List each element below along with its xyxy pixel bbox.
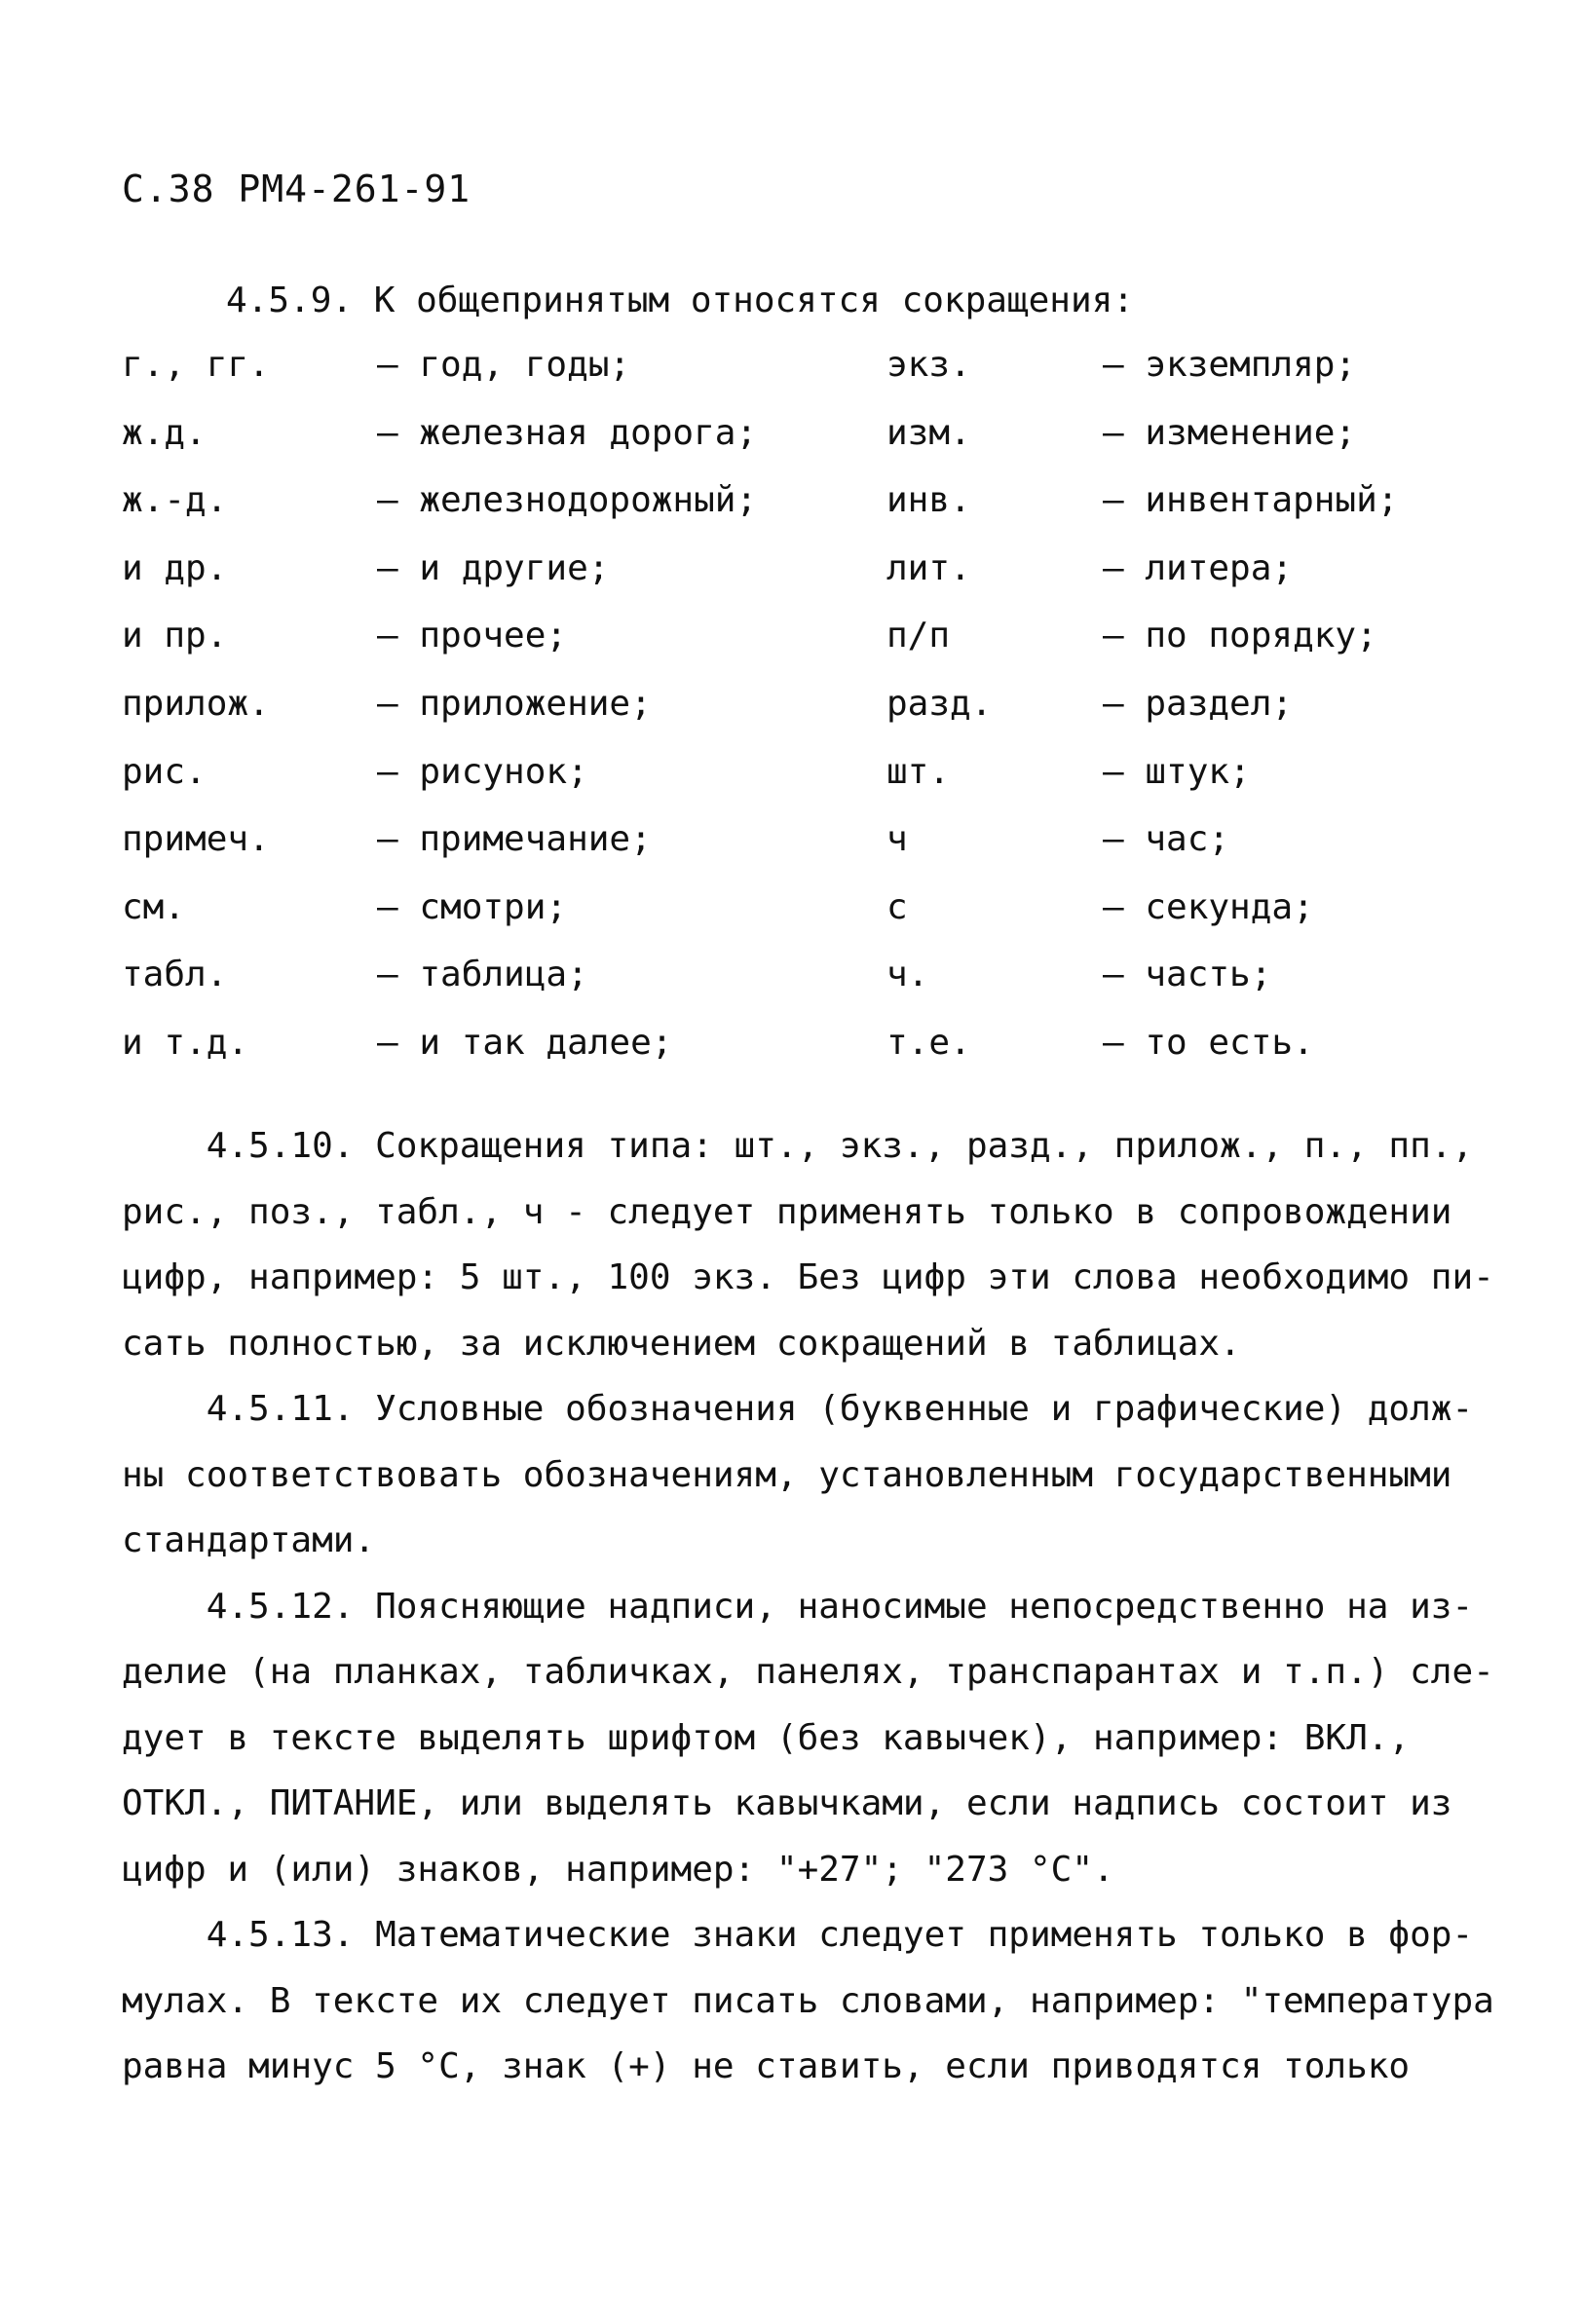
paragraph-4-5-12 xyxy=(122,1574,1494,1903)
abbreviation-meaning: – прочее; xyxy=(377,616,568,656)
abbreviation: ч. xyxy=(886,955,929,995)
abbreviation: шт. xyxy=(886,751,951,792)
text-line: 4.5.13. Математические знаки следует применять только в фор- xyxy=(122,1915,1474,1955)
page-header: С.38 РМ4-261-91 xyxy=(122,168,471,210)
section-intro: 4.5.9. К общепринятым относятся сокращения: xyxy=(226,281,1134,320)
paragraph-4-5-11 xyxy=(122,1376,1481,1574)
abbreviation: инв. xyxy=(886,480,971,521)
paragraph-4-5-13 xyxy=(122,1902,1494,2100)
abbreviation: разд. xyxy=(886,683,993,724)
abbreviation: т.е. xyxy=(886,1022,971,1063)
text-line: рис., поз., табл., ч - следует применять только в сопровождении xyxy=(122,1191,1452,1232)
abbreviation-meaning: – раздел; xyxy=(1103,683,1294,724)
abbreviation-meaning: – час; xyxy=(1103,819,1230,860)
abbreviation-meaning: – год, годы; xyxy=(377,345,631,385)
text-line: цифр, например: 5 шт., 100 экз. Без цифр эти слова необходимо пи- xyxy=(122,1257,1494,1297)
abbreviation: см. xyxy=(122,886,186,927)
abbreviation-meaning: – часть; xyxy=(1103,955,1272,995)
abbreviation-meaning: – смотри; xyxy=(377,886,568,927)
body-text xyxy=(122,1113,1494,2100)
abbreviation: ж.-д. xyxy=(122,480,228,521)
abbreviation: и др. xyxy=(122,547,228,588)
abbreviation-meaning: – то есть. xyxy=(1103,1022,1314,1063)
abbreviation: экз. xyxy=(886,345,971,385)
text-line: цифр и (или) знаков, например: "+27"; "273 °С". xyxy=(122,1849,1114,1890)
text-line: ны соответствовать обозначениям, установленным государственными xyxy=(122,1454,1452,1495)
abbreviation-meaning: – инвентарный; xyxy=(1103,480,1399,521)
abbreviation-meaning: – и так далее; xyxy=(377,1022,673,1063)
text-line: сать полностью, за исключением сокращений в таблицах. xyxy=(122,1323,1241,1364)
abbreviation-meaning: – примечание; xyxy=(377,819,652,860)
abbreviation: изм. xyxy=(886,412,971,453)
abbreviation: рис. xyxy=(122,751,207,792)
abbreviation: и пр. xyxy=(122,616,228,656)
abbreviation: прилож. xyxy=(122,683,270,724)
abbreviation: ж.д. xyxy=(122,412,207,453)
abbreviation-meaning: – рисунок; xyxy=(377,751,588,792)
text-line: 4.5.10. Сокращения типа: шт., экз., разд., прилож., п., пп., xyxy=(122,1126,1474,1166)
text-line: 4.5.12. Поясняющие надписи, наносимые непосредственно на из- xyxy=(122,1586,1474,1627)
abbreviation: табл. xyxy=(122,955,228,995)
text-line: дует в тексте выделять шрифтом (без кавычек), например: ВКЛ., xyxy=(122,1717,1411,1758)
text-line: равна минус 5 °С, знак (+) не ставить, если приводятся только xyxy=(122,2046,1411,2086)
text-line: мулах. В тексте их следует писать словами, например: "температура xyxy=(122,1980,1494,2021)
text-line: ОТКЛ., ПИТАНИЕ, или выделять кавычками, если надпись состоит из xyxy=(122,1783,1452,1823)
abbreviation-meaning: – железная дорога; xyxy=(377,412,758,453)
abbreviation-meaning: – литера; xyxy=(1103,547,1294,588)
text-line: 4.5.11. Условные обозначения (буквенные и графические) долж- xyxy=(122,1389,1474,1429)
abbreviation: лит. xyxy=(886,547,971,588)
text-line: делие (на планках, табличках, панелях, транспарантах и т.п.) сле- xyxy=(122,1652,1494,1692)
abbreviation-meaning: – секунда; xyxy=(1103,886,1314,927)
abbreviation: примеч. xyxy=(122,819,270,860)
abbreviation-meaning: – изменение; xyxy=(1103,412,1357,453)
paragraph-4-5-10 xyxy=(122,1113,1494,1376)
abbreviation-meaning: – по порядку; xyxy=(1103,616,1377,656)
abbreviation-meaning: – штук; xyxy=(1103,751,1251,792)
abbreviation: и т.д. xyxy=(122,1022,249,1063)
abbreviation-meaning: – и другие; xyxy=(377,547,610,588)
abbreviation-meaning: – железнодорожный; xyxy=(377,480,758,521)
abbreviation: ч xyxy=(886,819,908,860)
abbreviation: п/п xyxy=(886,616,951,656)
text-line: стандартами. xyxy=(122,1520,376,1560)
abbreviation-meaning: – экземпляр; xyxy=(1103,345,1357,385)
abbreviation-meaning: – приложение; xyxy=(377,683,652,724)
abbreviation-meaning: – таблица; xyxy=(377,955,588,995)
abbreviation: с xyxy=(886,886,908,927)
abbreviation: г., гг. xyxy=(122,345,270,385)
